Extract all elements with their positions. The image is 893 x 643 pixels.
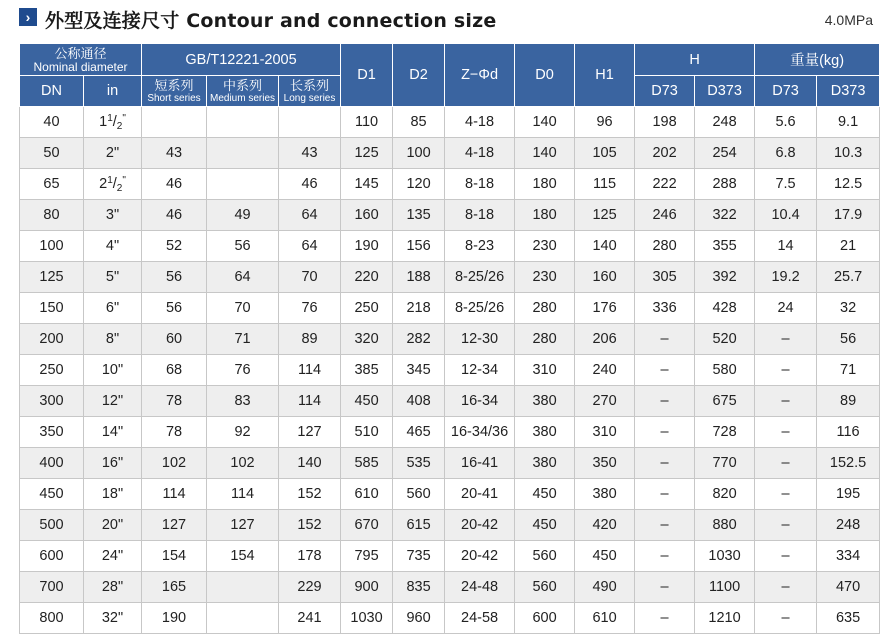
long-series-en: Long series [283, 93, 336, 104]
cell-h-d73: 246 [635, 200, 695, 231]
cell-long-series: 152 [279, 510, 341, 541]
inch-fraction-denominator: 2 [116, 182, 123, 194]
cell-medium-series: 114 [207, 479, 279, 510]
cell-inch: 32" [84, 603, 142, 634]
cell-dn: 200 [20, 324, 84, 355]
cell-h1: 206 [575, 324, 635, 355]
cell-weight-d373: 17.9 [817, 200, 880, 231]
cell-d2: 615 [393, 510, 445, 541]
cell-inch: 24" [84, 541, 142, 572]
table-row [20, 572, 880, 603]
cell-d2: 735 [393, 541, 445, 572]
nominal-diameter-header [20, 44, 142, 76]
cell-weight-d373: 334 [817, 541, 880, 572]
cell-weight-d373: 56 [817, 324, 880, 355]
cell-long-series [279, 107, 341, 138]
cell-d2: 560 [393, 479, 445, 510]
cell-d2: 535 [393, 448, 445, 479]
cell-d1: 110 [341, 107, 393, 138]
cell-medium-series [207, 169, 279, 200]
cell-medium-series: 154 [207, 541, 279, 572]
cell-h1: 115 [575, 169, 635, 200]
d2-header: D2 [393, 44, 445, 107]
d0-header: D0 [515, 44, 575, 107]
cell-h1: 160 [575, 262, 635, 293]
cell-weight-d73: – [755, 355, 817, 386]
cell-short-series: 127 [142, 510, 207, 541]
cell-inch: 8" [84, 324, 142, 355]
cell-long-series: 70 [279, 262, 341, 293]
inch-whole: 1 [99, 113, 108, 130]
cell-short-series: 46 [142, 200, 207, 231]
cell-weight-d73: – [755, 603, 817, 634]
long-series-cn: 长系列 [290, 78, 330, 93]
weight-d73-header: D73 [755, 76, 817, 107]
cell-d2: 345 [393, 355, 445, 386]
cell-d0: 140 [515, 107, 575, 138]
dimension-table [19, 43, 880, 634]
cell-dn: 65 [20, 169, 84, 200]
cell-d2: 100 [393, 138, 445, 169]
cell-long-series: 229 [279, 572, 341, 603]
cell-medium-series: 76 [207, 355, 279, 386]
cell-h-d73: – [635, 541, 695, 572]
cell-short-series: 52 [142, 231, 207, 262]
cell-inch: 10" [84, 355, 142, 386]
cell-inch: $1^1/_2^"$ [84, 107, 142, 138]
short-series-header [142, 76, 207, 107]
cell-h1: 270 [575, 386, 635, 417]
cell-d1: 250 [341, 293, 393, 324]
cell-weight-d73: – [755, 324, 817, 355]
h-d73-header: D73 [635, 76, 695, 107]
cell-h-d373: 248 [695, 107, 755, 138]
cell-medium-series: 127 [207, 510, 279, 541]
cell-h-d73: – [635, 386, 695, 417]
medium-series-en: Medium series [210, 93, 276, 104]
title-bar [19, 5, 879, 33]
cell-z-phi-d: 20-41 [445, 479, 515, 510]
cell-d1: 220 [341, 262, 393, 293]
inch-fraction-numerator: 1 [107, 112, 113, 124]
cell-h-d373: 1210 [695, 603, 755, 634]
cell-h-d73: – [635, 572, 695, 603]
cell-d2: 85 [393, 107, 445, 138]
h-d373-header: D373 [695, 76, 755, 107]
h1-header: H1 [575, 44, 635, 107]
cell-d0: 140 [515, 138, 575, 169]
cell-long-series: 178 [279, 541, 341, 572]
cell-inch: 14" [84, 417, 142, 448]
cell-inch: 3" [84, 200, 142, 231]
cell-z-phi-d: 24-58 [445, 603, 515, 634]
cell-h-d373: 728 [695, 417, 755, 448]
short-series-en: Short series [147, 93, 201, 104]
cell-d0: 230 [515, 262, 575, 293]
cell-d1: 450 [341, 386, 393, 417]
cell-z-phi-d: 24-48 [445, 572, 515, 603]
cell-h-d73: 305 [635, 262, 695, 293]
cell-z-phi-d: 8-25/26 [445, 293, 515, 324]
cell-d1: 510 [341, 417, 393, 448]
table-row [20, 541, 880, 572]
table-row [20, 324, 880, 355]
table-row [20, 510, 880, 541]
cell-d2: 465 [393, 417, 445, 448]
medium-series-cn: 中系列 [223, 78, 263, 93]
cell-d1: 125 [341, 138, 393, 169]
cell-d0: 600 [515, 603, 575, 634]
cell-weight-d73: – [755, 386, 817, 417]
cell-dn: 80 [20, 200, 84, 231]
cell-dn: 350 [20, 417, 84, 448]
cell-weight-d373: 195 [817, 479, 880, 510]
table-row [20, 262, 880, 293]
cell-h1: 140 [575, 231, 635, 262]
cell-short-series [142, 107, 207, 138]
cell-z-phi-d: 20-42 [445, 541, 515, 572]
cell-long-series: 46 [279, 169, 341, 200]
cell-dn: 300 [20, 386, 84, 417]
cell-h1: 310 [575, 417, 635, 448]
cell-d1: 795 [341, 541, 393, 572]
cell-d1: 385 [341, 355, 393, 386]
cell-inch: $2^1/_2^"$ [84, 169, 142, 200]
cell-medium-series [207, 603, 279, 634]
cell-dn: 500 [20, 510, 84, 541]
page-title: 外型及连接尺寸 Contour and connection size [45, 10, 497, 32]
cell-d0: 230 [515, 231, 575, 262]
cell-long-series: 64 [279, 200, 341, 231]
cell-h-d373: 428 [695, 293, 755, 324]
cell-d0: 380 [515, 417, 575, 448]
cell-medium-series: 56 [207, 231, 279, 262]
cell-inch: 12" [84, 386, 142, 417]
cell-z-phi-d: 12-34 [445, 355, 515, 386]
weight-header: 重量(kg) [755, 44, 880, 76]
cell-d1: 320 [341, 324, 393, 355]
cell-weight-d373: 32 [817, 293, 880, 324]
cell-z-phi-d: 20-42 [445, 510, 515, 541]
cell-h-d373: 880 [695, 510, 755, 541]
table-row [20, 293, 880, 324]
cell-long-series: 64 [279, 231, 341, 262]
cell-weight-d73: – [755, 417, 817, 448]
cell-h-d73: – [635, 510, 695, 541]
cell-inch: 20" [84, 510, 142, 541]
table-row [20, 231, 880, 262]
cell-weight-d373: 12.5 [817, 169, 880, 200]
cell-medium-series: 92 [207, 417, 279, 448]
cell-dn: 50 [20, 138, 84, 169]
cell-medium-series: 102 [207, 448, 279, 479]
cell-medium-series: 64 [207, 262, 279, 293]
cell-h1: 96 [575, 107, 635, 138]
cell-z-phi-d: 16-41 [445, 448, 515, 479]
cell-d1: 670 [341, 510, 393, 541]
cell-z-phi-d: 8-18 [445, 200, 515, 231]
cell-d2: 218 [393, 293, 445, 324]
cell-h-d73: 198 [635, 107, 695, 138]
medium-series-header [207, 76, 279, 107]
cell-weight-d73: 7.5 [755, 169, 817, 200]
cell-d0: 380 [515, 448, 575, 479]
cell-inch: 18" [84, 479, 142, 510]
cell-h-d373: 254 [695, 138, 755, 169]
cell-dn: 450 [20, 479, 84, 510]
cell-h1: 420 [575, 510, 635, 541]
table-row [20, 417, 880, 448]
cell-short-series: 43 [142, 138, 207, 169]
z-phi-d-header: Z−Φd [445, 44, 515, 107]
cell-d2: 408 [393, 386, 445, 417]
cell-inch: 2" [84, 138, 142, 169]
cell-h1: 610 [575, 603, 635, 634]
cell-inch: 5" [84, 262, 142, 293]
cell-d1: 1030 [341, 603, 393, 634]
cell-z-phi-d: 8-25/26 [445, 262, 515, 293]
cell-dn: 800 [20, 603, 84, 634]
cell-weight-d373: 9.1 [817, 107, 880, 138]
cell-h-d373: 675 [695, 386, 755, 417]
cell-weight-d373: 635 [817, 603, 880, 634]
h-header: H [635, 44, 755, 76]
cell-short-series: 114 [142, 479, 207, 510]
cell-d2: 282 [393, 324, 445, 355]
table-row [20, 107, 880, 138]
cell-h-d73: 222 [635, 169, 695, 200]
nominal-diameter-cn: 公称通径 [54, 45, 107, 61]
cell-medium-series [207, 107, 279, 138]
cell-z-phi-d: 12-30 [445, 324, 515, 355]
cell-h1: 105 [575, 138, 635, 169]
cell-short-series: 102 [142, 448, 207, 479]
cell-h-d373: 820 [695, 479, 755, 510]
cell-medium-series: 70 [207, 293, 279, 324]
cell-short-series: 165 [142, 572, 207, 603]
cell-h-d73: – [635, 448, 695, 479]
cell-h1: 125 [575, 200, 635, 231]
cell-inch: 28" [84, 572, 142, 603]
cell-long-series: 43 [279, 138, 341, 169]
table-body [20, 107, 880, 634]
cell-long-series: 241 [279, 603, 341, 634]
table-row [20, 603, 880, 634]
cell-short-series: 68 [142, 355, 207, 386]
cell-long-series: 114 [279, 386, 341, 417]
cell-weight-d73: 19.2 [755, 262, 817, 293]
cell-d0: 450 [515, 510, 575, 541]
cell-d0: 450 [515, 479, 575, 510]
cell-d0: 380 [515, 386, 575, 417]
cell-weight-d73: 5.6 [755, 107, 817, 138]
cell-short-series: 78 [142, 417, 207, 448]
cell-h-d373: 520 [695, 324, 755, 355]
cell-weight-d73: 24 [755, 293, 817, 324]
cell-long-series: 127 [279, 417, 341, 448]
cell-weight-d373: 71 [817, 355, 880, 386]
cell-d1: 190 [341, 231, 393, 262]
cell-d2: 120 [393, 169, 445, 200]
cell-h-d73: – [635, 479, 695, 510]
cell-weight-d73: 10.4 [755, 200, 817, 231]
cell-h-d73: – [635, 324, 695, 355]
cell-weight-d73: – [755, 510, 817, 541]
cell-h-d373: 322 [695, 200, 755, 231]
cell-h-d73: 336 [635, 293, 695, 324]
pressure-rating: 4.0MPa [824, 12, 873, 28]
d1-header: D1 [341, 44, 393, 107]
cell-h1: 350 [575, 448, 635, 479]
cell-d0: 180 [515, 200, 575, 231]
cell-h-d73: – [635, 417, 695, 448]
table-row [20, 200, 880, 231]
cell-h-d373: 580 [695, 355, 755, 386]
cell-dn: 150 [20, 293, 84, 324]
cell-medium-series: 71 [207, 324, 279, 355]
cell-d2: 135 [393, 200, 445, 231]
cell-dn: 100 [20, 231, 84, 262]
cell-medium-series: 49 [207, 200, 279, 231]
cell-medium-series [207, 572, 279, 603]
cell-dn: 600 [20, 541, 84, 572]
cell-h-d73: 202 [635, 138, 695, 169]
table-row [20, 169, 880, 200]
nominal-diameter-en: Nominal diameter [33, 59, 128, 74]
cell-d1: 145 [341, 169, 393, 200]
cell-weight-d373: 248 [817, 510, 880, 541]
cell-dn: 125 [20, 262, 84, 293]
cell-short-series: 154 [142, 541, 207, 572]
cell-z-phi-d: 16-34/36 [445, 417, 515, 448]
cell-short-series: 46 [142, 169, 207, 200]
cell-weight-d73: – [755, 541, 817, 572]
cell-weight-d373: 470 [817, 572, 880, 603]
table-row [20, 479, 880, 510]
cell-h1: 380 [575, 479, 635, 510]
cell-h-d73: – [635, 603, 695, 634]
cell-d1: 585 [341, 448, 393, 479]
cell-d0: 280 [515, 324, 575, 355]
cell-h1: 176 [575, 293, 635, 324]
cell-weight-d73: – [755, 448, 817, 479]
cell-long-series: 152 [279, 479, 341, 510]
cell-h-d73: 280 [635, 231, 695, 262]
cell-weight-d73: – [755, 572, 817, 603]
cell-short-series: 190 [142, 603, 207, 634]
cell-d0: 560 [515, 541, 575, 572]
cell-h1: 490 [575, 572, 635, 603]
cell-h-d373: 770 [695, 448, 755, 479]
cell-weight-d373: 152.5 [817, 448, 880, 479]
cell-long-series: 114 [279, 355, 341, 386]
cell-d1: 900 [341, 572, 393, 603]
cell-z-phi-d: 8-18 [445, 169, 515, 200]
cell-long-series: 89 [279, 324, 341, 355]
cell-d1: 610 [341, 479, 393, 510]
cell-h-d373: 288 [695, 169, 755, 200]
cell-dn: 40 [20, 107, 84, 138]
standard-header: GB/T12221-2005 [142, 44, 341, 76]
cell-weight-d373: 10.3 [817, 138, 880, 169]
cell-inch: 16" [84, 448, 142, 479]
cell-weight-d373: 21 [817, 231, 880, 262]
cell-long-series: 140 [279, 448, 341, 479]
cell-weight-d373: 89 [817, 386, 880, 417]
cell-z-phi-d: 4-18 [445, 107, 515, 138]
cell-z-phi-d: 8-23 [445, 231, 515, 262]
cell-dn: 400 [20, 448, 84, 479]
cell-d2: 156 [393, 231, 445, 262]
cell-short-series: 56 [142, 262, 207, 293]
dn-header: DN [20, 76, 84, 107]
cell-weight-d373: 25.7 [817, 262, 880, 293]
cell-short-series: 56 [142, 293, 207, 324]
long-series-header [279, 76, 341, 107]
inch-header: in [84, 76, 142, 107]
inch-fraction-denominator: 2 [116, 120, 123, 132]
cell-dn: 700 [20, 572, 84, 603]
inch-whole: 2 [99, 175, 108, 192]
table-row [20, 138, 880, 169]
cell-weight-d73: – [755, 479, 817, 510]
weight-d373-header: D373 [817, 76, 880, 107]
cell-dn: 250 [20, 355, 84, 386]
cell-d2: 835 [393, 572, 445, 603]
cell-d0: 180 [515, 169, 575, 200]
cell-medium-series [207, 138, 279, 169]
cell-weight-d73: 14 [755, 231, 817, 262]
cell-weight-d73: 6.8 [755, 138, 817, 169]
cell-short-series: 60 [142, 324, 207, 355]
table-row [20, 386, 880, 417]
cell-d0: 310 [515, 355, 575, 386]
chevron-right-box-icon: › [19, 8, 37, 26]
table-row [20, 448, 880, 479]
cell-d1: 160 [341, 200, 393, 231]
cell-z-phi-d: 16-34 [445, 386, 515, 417]
cell-d0: 280 [515, 293, 575, 324]
cell-short-series: 78 [142, 386, 207, 417]
short-series-cn: 短系列 [154, 78, 194, 93]
table-row [20, 355, 880, 386]
cell-weight-d373: 116 [817, 417, 880, 448]
cell-h-d373: 392 [695, 262, 755, 293]
cell-h-d73: – [635, 355, 695, 386]
cell-h-d373: 355 [695, 231, 755, 262]
cell-h-d373: 1030 [695, 541, 755, 572]
cell-z-phi-d: 4-18 [445, 138, 515, 169]
cell-d0: 560 [515, 572, 575, 603]
cell-inch: 4" [84, 231, 142, 262]
cell-h1: 450 [575, 541, 635, 572]
cell-h-d373: 1100 [695, 572, 755, 603]
cell-h1: 240 [575, 355, 635, 386]
cell-medium-series: 83 [207, 386, 279, 417]
cell-d2: 188 [393, 262, 445, 293]
cell-inch: 6" [84, 293, 142, 324]
inch-fraction-numerator: 1 [107, 174, 113, 186]
cell-d2: 960 [393, 603, 445, 634]
cell-long-series: 76 [279, 293, 341, 324]
